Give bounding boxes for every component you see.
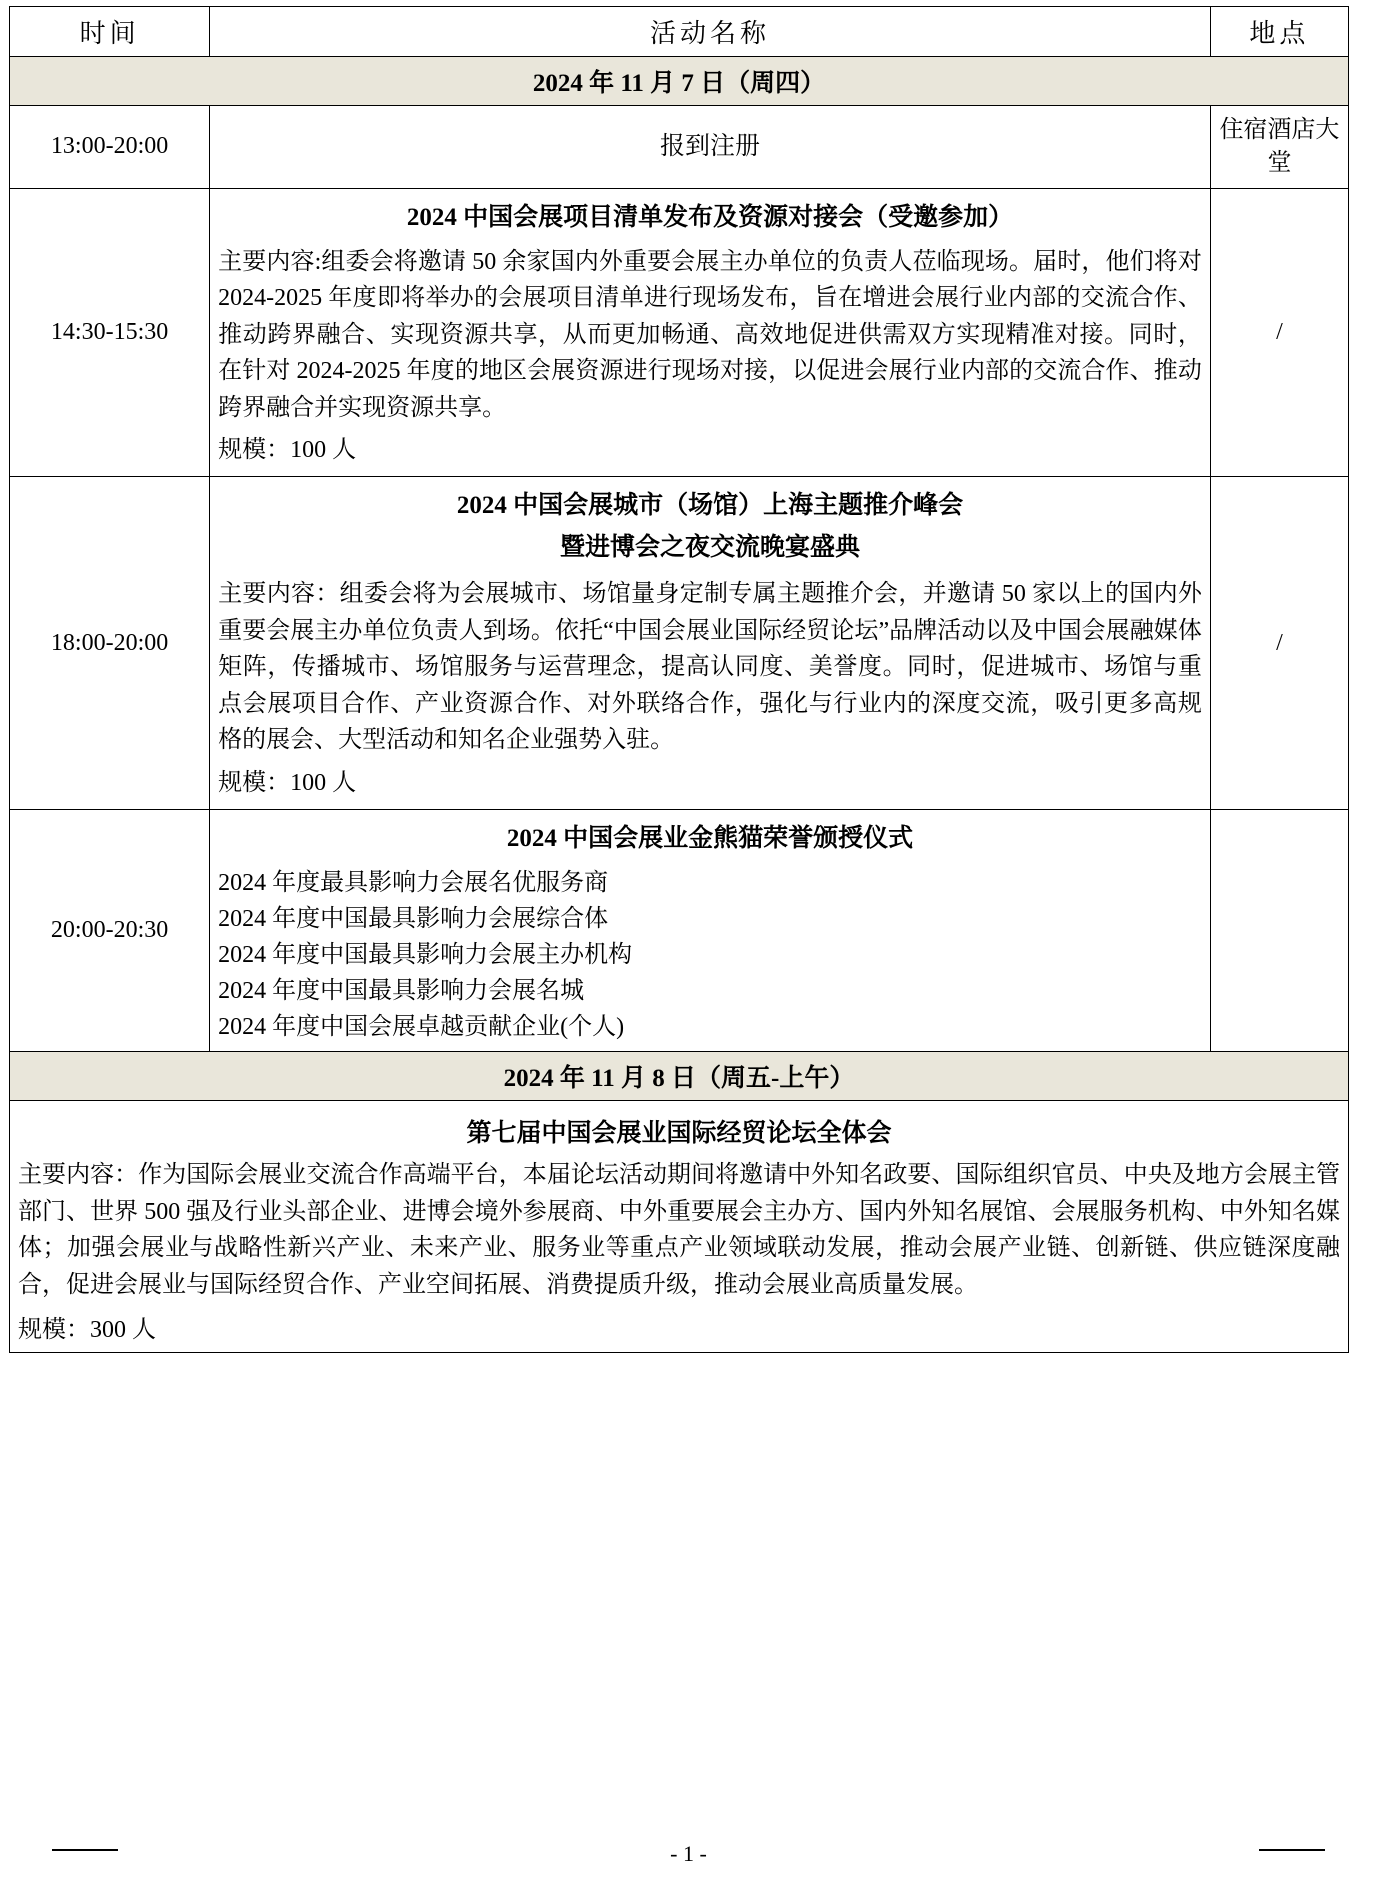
table-row [10,809,1349,1052]
day-divider-row [10,57,1349,106]
row-place: 住宿酒店大堂 [1210,106,1348,189]
row-time: 13:00-20:00 [10,106,210,189]
award-item: 2024 年度中国最具影响力会展主办机构 [218,942,633,969]
day-label-nov8: 2024 年 11 月 8 日（周五-上午） [10,1052,1349,1101]
activity-scale: 规模：100 人 [218,437,357,464]
activity-title: 2024 中国会展业金熊猫荣誉颁授仪式 [506,824,914,852]
row-place: / [1210,477,1348,809]
row-time: 14:30-15:30 [10,188,210,477]
document-page [0,6,1377,1903]
header-place: 地点 [1210,7,1348,57]
row-place [1210,809,1348,1052]
row-activity [210,188,1211,477]
table-header-row [10,7,1349,57]
activity-title: 第七届中国会展业国际经贸论坛全体会 [466,1120,892,1148]
activity-title: 报到注册 [660,133,761,160]
row-place: / [1210,188,1348,477]
activity-body: 主要内容:组委会将邀请 50 余家国内外重要会展主办单位的负责人莅临现场。届时，他们将对 2024-2025 年度即将举办的会展项目清单进行现场发布，旨在增进会展行业内部的交流合作、推动跨界融合、实现资源共享，从而更加畅通、高效地促进供需双方实现精准对接。同时，在针对 2024-2025 年度的地区会展资源进行现场对接，以促进会展行业内部的交流合作、推动跨界融合并实现资源共享。 [218,249,1202,421]
row-activity-full [10,1101,1349,1353]
table-row [10,106,1349,189]
activity-body: 主要内容：作为国际会展业交流合作高端平台，本届论坛活动期间将邀请中外知名政要、国际组织官员、中央及地方会展主管部门、世界 500 强及行业头部企业、进博会境外参展商、中外重要展会主办方、国内外知名展馆、会展服务机构、中外知名媒体；加强会展业与战略性新兴产业、未来产业、服务业等重点产业领域联动发展，推动会展产业链、创新链、供应链深度融合，促进会展业与国际经贸合作、产业空间拓展、消费提质升级，推动会展业高质量发展。 [18,1162,1340,1298]
award-item: 2024 年度中国最具影响力会展名城 [218,978,585,1005]
activity-title: 2024 中国会展项目清单发布及资源对接会（受邀参加） [406,203,1014,231]
row-time: 18:00-20:00 [10,477,210,809]
table-row [10,477,1349,809]
table-row [10,188,1349,477]
row-time: 20:00-20:30 [10,809,210,1052]
row-activity [210,106,1211,189]
header-activity-name: 活动名称 [210,7,1211,57]
award-item: 2024 年度中国最具影响力会展综合体 [218,906,609,933]
day-label-nov7: 2024 年 11 月 7 日（周四） [10,57,1349,106]
day-divider-row [10,1052,1349,1101]
activity-title: 2024 中国会展城市（场馆）上海主题推介峰会 [456,492,964,520]
row-activity [210,809,1211,1052]
award-item: 2024 年度最具影响力会展名优服务商 [218,870,609,897]
row-activity [210,477,1211,809]
activity-subtitle: 暨进博会之夜交流晚宴盛典 [560,533,861,561]
schedule-table [9,6,1349,1353]
page-number: - 1 - [670,1841,707,1866]
award-item: 2024 年度中国会展卓越贡献企业(个人) [218,1014,625,1041]
table-row [10,1101,1349,1353]
activity-scale: 规模：300 人 [18,1317,156,1344]
activity-scale: 规模：100 人 [218,769,357,796]
activity-body: 主要内容：组委会将为会展城市、场馆量身定制专属主题推介会，并邀请 50 家以上的国内外重要会展主办单位负责人到场。依托“中国会展业国际经贸论坛”品牌活动以及中国会展融媒体矩阵，传播城市、场馆服务与运营理念，提高认同度、美誉度。同时，促进城市、场馆与重点会展项目合作、产业资源合作、对外联络合作，强化与行业内的深度交流，吸引更多高规格的展会、大型活动和知名企业强势入驻。 [218,581,1202,754]
header-time: 时间 [10,7,210,57]
